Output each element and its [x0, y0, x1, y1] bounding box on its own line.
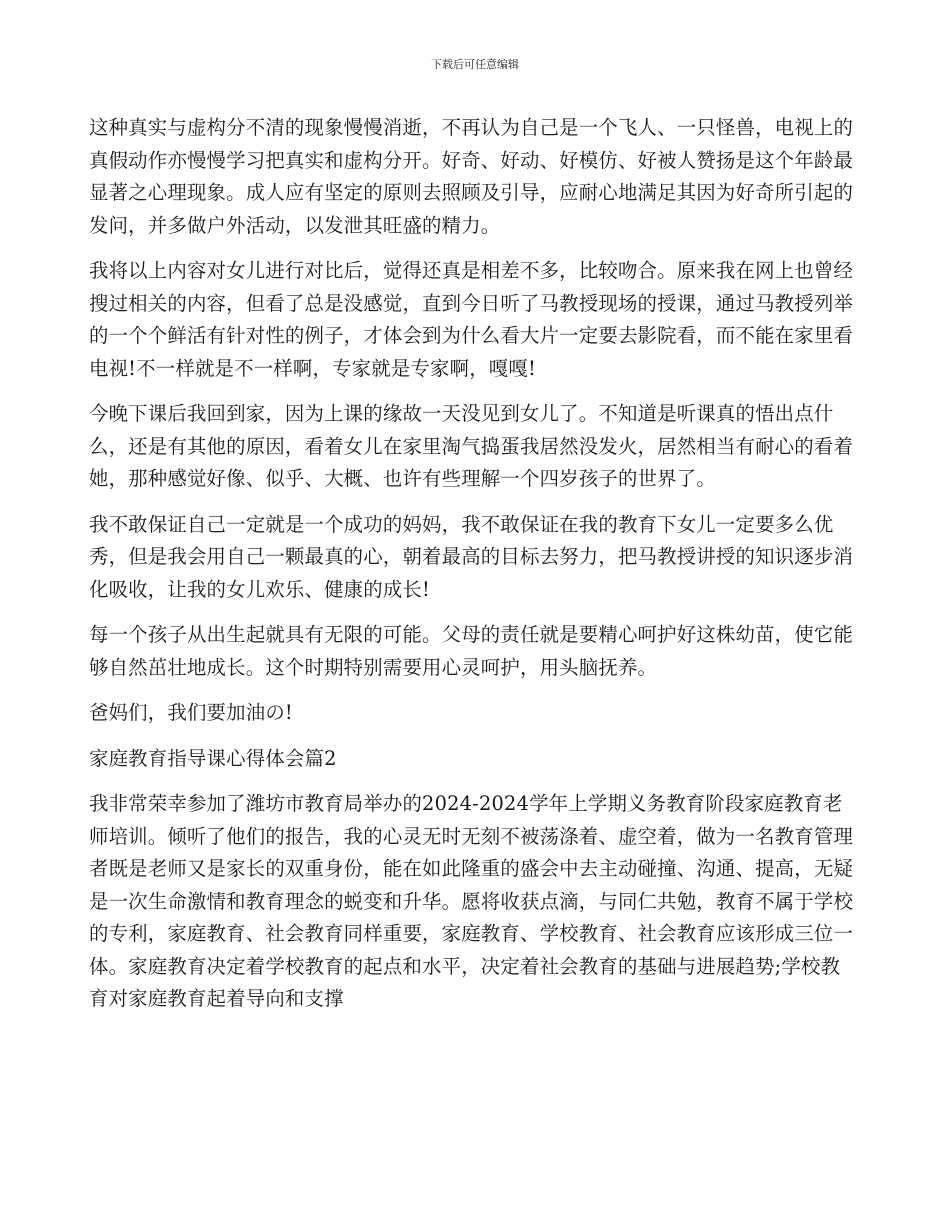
paragraph: 我非常荣幸参加了潍坊市教育局举办的2024-2024学年上学期义务教育阶段家庭教育老师培训。倾听了他们的报告，我的心灵无时无刻不被荡涤着、虚空着，做为一名教育管理者既是老师又是家长的双重身份，能在如此隆重的盛会中去主动碰撞、沟通、提高，无疑是一次生命激情和教育理念的蜕变和升华。愿将收获点滴，与同仁共勉，教育不属于学校的专利，家庭教育、社会教育同样重要，家庭教育、学校教育、社会教育应该形成三位一体。家庭教育决定着学校教育的起点和水平，决定着社会教育的基础与进展趋势;学校教育对家庭教育起着导向和支撑	[89, 792, 854, 1010]
paragraph: 每一个孩子从出生起就具有无限的可能。父母的责任就是要精心呵护好这株幼苗，使它能够自然茁壮地成长。这个时期特别需要用心灵呵护，用头脑抚养。	[89, 623, 854, 679]
paragraph: 今晚下课后我回到家，因为上课的缘故一天没见到女儿了。不知道是听课真的悟出点什么，还是有其他的原因，看着女儿在家里淘气捣蛋我居然没发火，居然相当有耐心的看着她，那种感觉好像、似乎、大概、也许有些理解一个四岁孩子的世界了。	[89, 402, 854, 490]
paragraph: 我不敢保证自己一定就是一个成功的妈妈，我不敢保证在我的教育下女儿一定要多么优秀，但是我会用自己一颗最真的心，朝着最高的目标去努力，把马教授讲授的知识逐步消化吸收，让我的女儿欢乐、健康的成长!	[89, 512, 854, 601]
paragraph: 我将以上内容对女儿进行对比后，觉得还真是相差不多，比较吻合。原来我在网上也曾经搜过相关的内容，但看了总是没感觉，直到今日听了马教授现场的授课，通过马教授列举的一个个鲜活有针对性的例子，才体会到为什么看大片一定要去影院看，而不能在家里看电视!不一样就是不一样啊，专家就是专家啊，嘎嘎!	[89, 259, 854, 380]
section-heading: 家庭教育指导课心得体会篇2	[89, 746, 337, 770]
paragraph: 爸妈们，我们要加油の!	[89, 701, 293, 724]
document-body	[89, 112, 857, 1029]
page-header: 下载后可任意编辑	[431, 58, 519, 71]
paragraph: 这种真实与虚构分不清的现象慢慢消逝，不再认为自己是一个飞人、一只怪兽，电视上的真假动作亦慢慢学习把真实和虚构分开。好奇、好动、好模仿、好被人赞扬是这个年龄最显著之心理现象。成人应有坚定的原则去照顾及引导，应耐心地满足其因为好奇所引起的发问，并多做户外活动，以发泄其旺盛的精力。	[89, 116, 854, 237]
